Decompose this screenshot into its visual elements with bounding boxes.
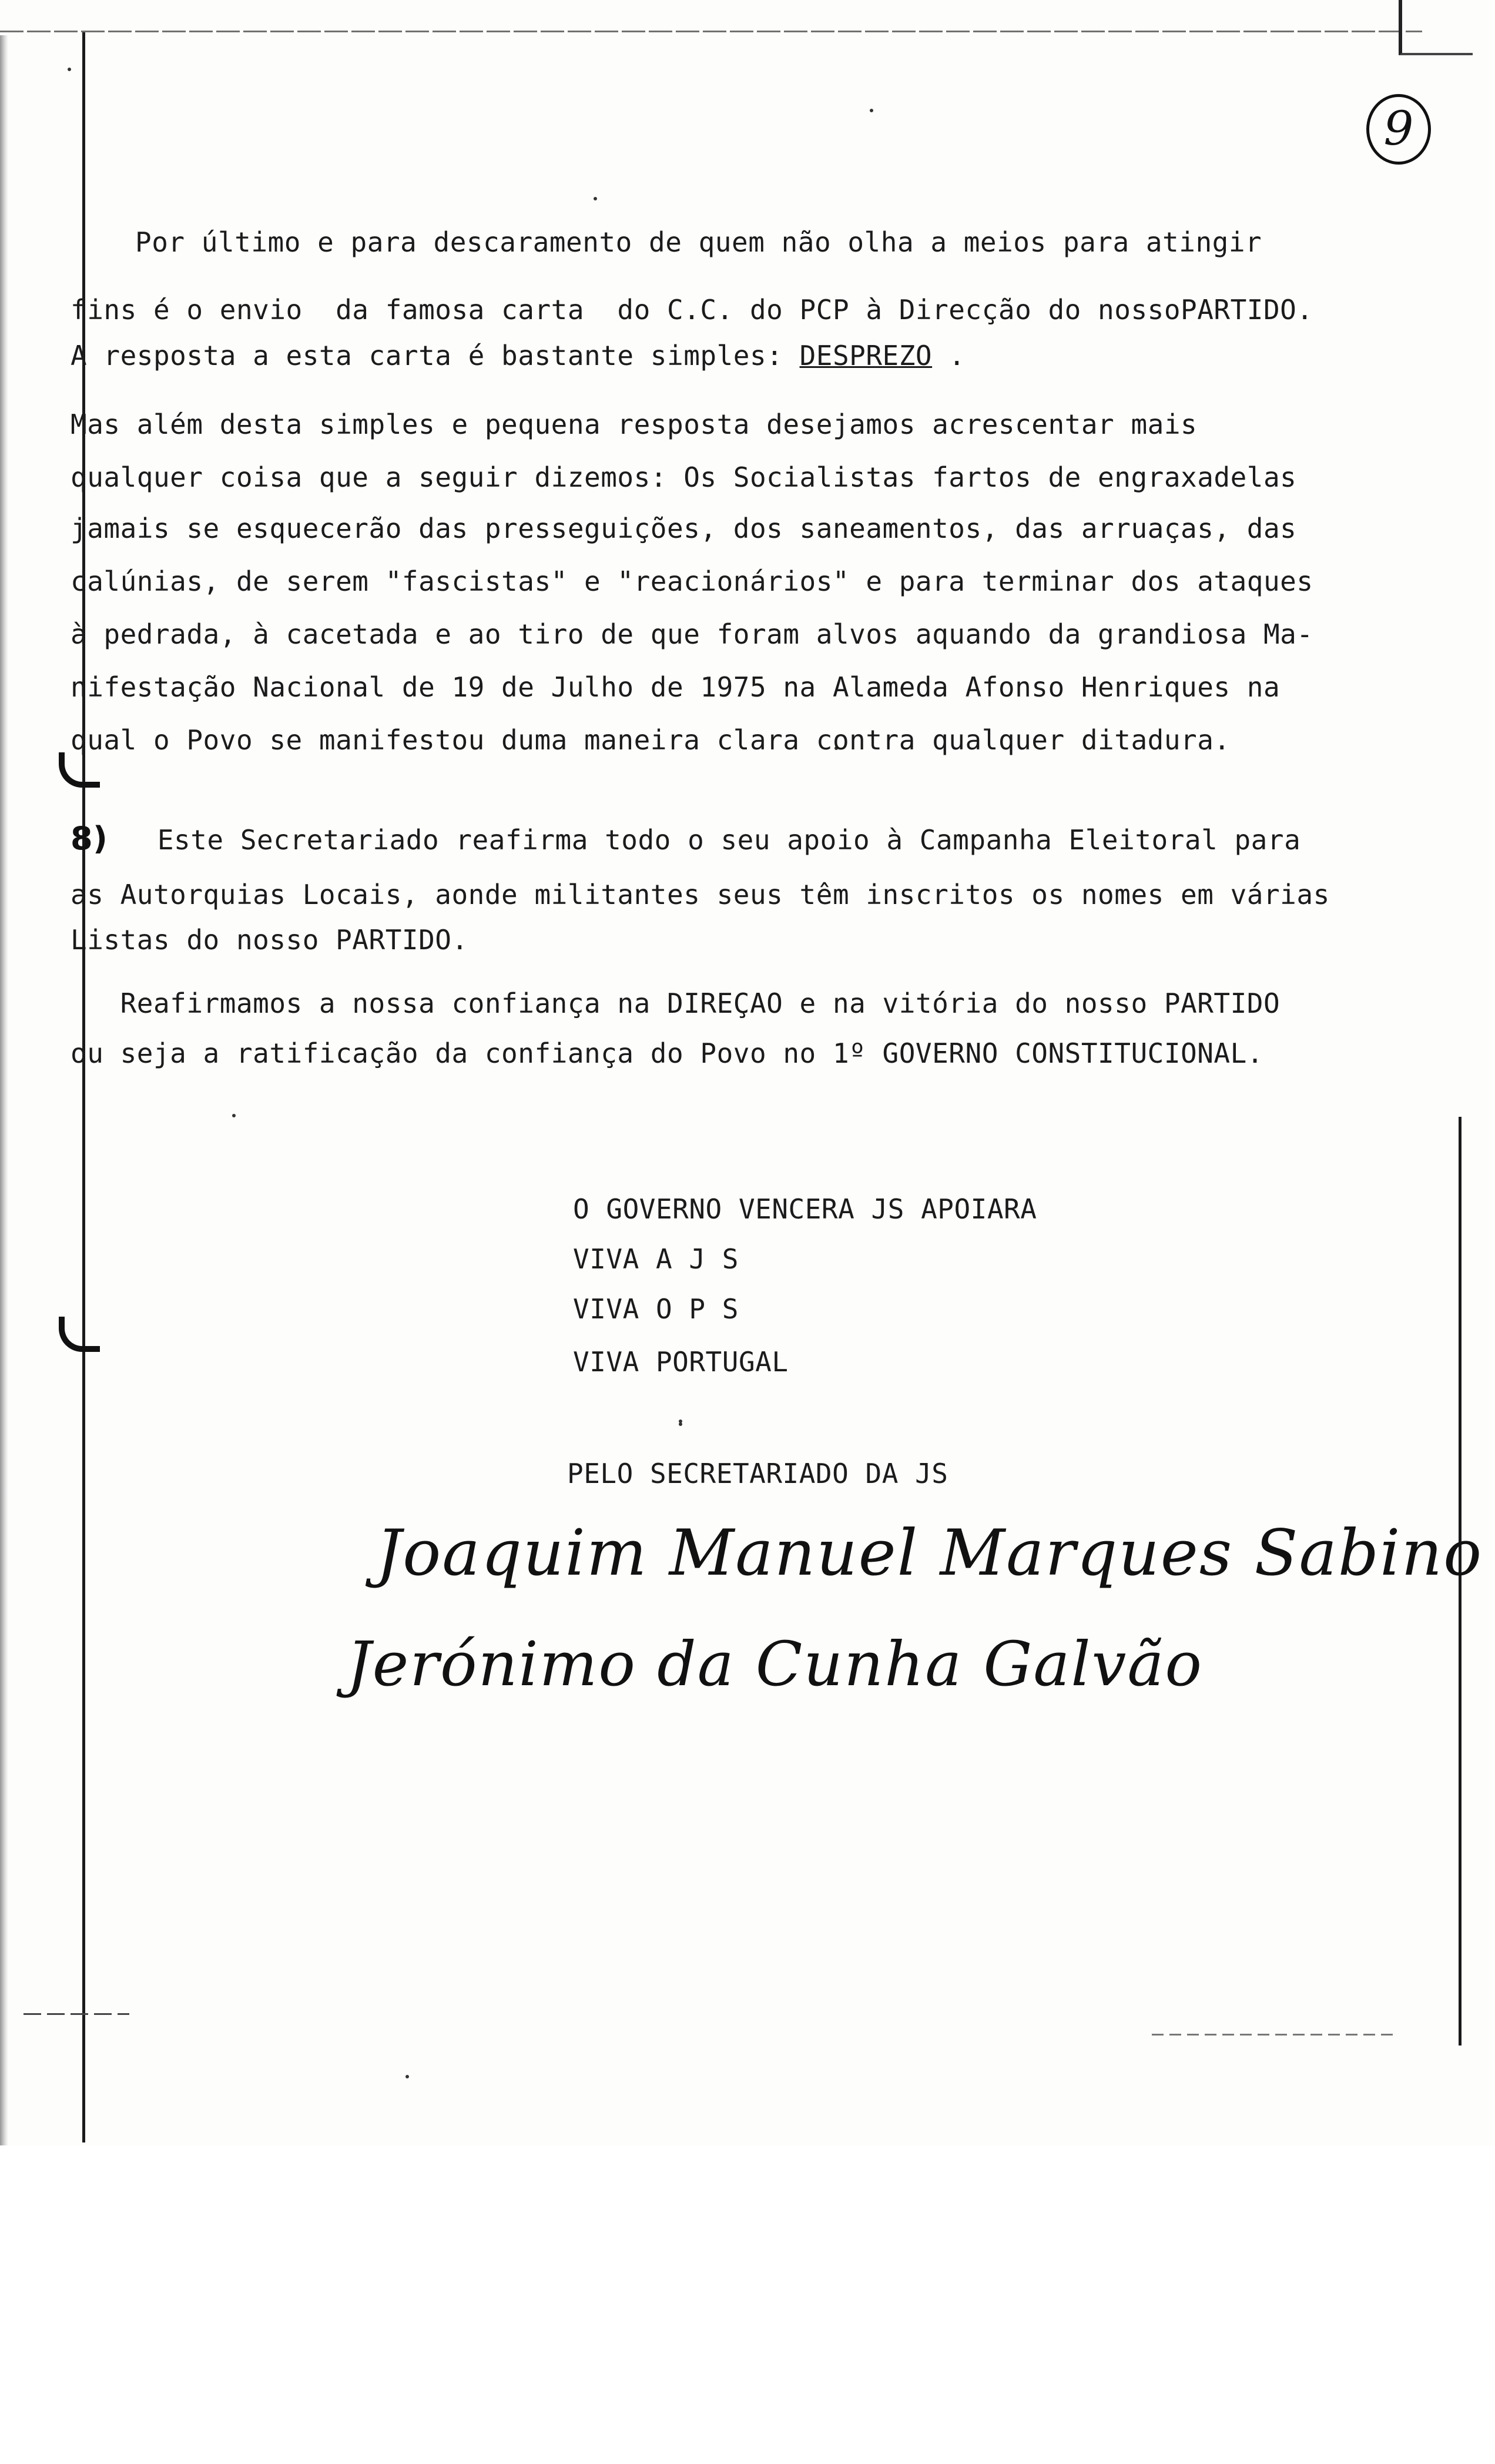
emphasis-word: DESPREZO	[799, 340, 933, 371]
body-line: fins é o envio da famosa carta do C.C. do PCP à Direcção do nossoPARTIDO.	[71, 294, 1313, 326]
body-text: Este Secretariado reafirma todo o seu apoio à Campanha Eleitoral para	[108, 824, 1301, 856]
body-line: Por último e para descaramento de quem não olha a meios para atingir	[135, 226, 1262, 258]
body-line: Reafirmamos a nossa confiança na DIREÇAO e na vitória do nosso PARTIDO	[71, 987, 1281, 1019]
bottom-dash-line-right	[1152, 2034, 1399, 2036]
section-number: 8)	[71, 820, 108, 857]
slogan-line: VIVA PORTUGAL	[573, 1346, 789, 1378]
corner-fold-mark	[1399, 0, 1473, 55]
body-line: qual o Povo se manifestou duma maneira clara contra qualquer ditadura.	[71, 724, 1231, 756]
body-line: ou seja a ratificação da confiança do Povo no 1º GOVERNO CONSTITUCIONAL.	[71, 1037, 1263, 1069]
slogan-line: VIVA A J S	[573, 1243, 739, 1275]
page-number: 9	[1366, 94, 1431, 165]
body-line: calúnias, de serem "fascistas" e "reacionários" e para terminar dos ataques	[71, 565, 1313, 597]
page-edge-shadow	[0, 35, 8, 2145]
body-text: A resposta a esta carta é bastante simples:	[71, 340, 800, 371]
body-line: Listas do nosso PARTIDO.	[71, 924, 468, 956]
top-border-line	[0, 31, 1422, 32]
handwritten-signature: Jerónimo da Cunha Galvão	[347, 1628, 1204, 1700]
body-line: jamais se esquecerão das presseguições, dos saneamentos, das arruaças, das	[71, 513, 1297, 544]
scan-speck	[870, 109, 873, 112]
signed-by-line: PELO SECRETARIADO DA JS	[567, 1458, 948, 1489]
bottom-dash-line	[24, 2013, 129, 2015]
scan-speck	[679, 1420, 682, 1423]
handwritten-signature: Joaquim Manuel Marques Sabino	[376, 1516, 1483, 1590]
slogan-line: O GOVERNO VENCERA JS APOIARA	[573, 1193, 1037, 1225]
body-line: as Autorquias Locais, aonde militantes seus têm inscritos os nomes em várias	[71, 879, 1330, 910]
slogan-line: VIVA O P S	[573, 1293, 739, 1325]
body-line: Mas além desta simples e pequena resposta desejamos acrescentar mais	[71, 409, 1198, 440]
body-line: qualquer coisa que a seguir dizemos: Os Socialistas fartos de engraxadelas	[71, 461, 1297, 493]
scan-speck	[68, 68, 71, 71]
scan-speck	[405, 2075, 409, 2078]
body-line	[71, 820, 1300, 857]
margin-bracket-mark	[59, 752, 100, 788]
body-line: à pedrada, à cacetada e ao tiro de que foram alvos aquando da grandiosa Ma-	[71, 618, 1313, 650]
body-text: .	[932, 340, 966, 371]
margin-bracket-mark	[59, 1317, 100, 1352]
scan-speck	[232, 1114, 236, 1117]
body-line	[71, 340, 966, 371]
scan-speck	[594, 197, 597, 200]
body-line: nifestação Nacional de 19 de Julho de 1975 na Alameda Afonso Henriques na	[71, 671, 1281, 703]
